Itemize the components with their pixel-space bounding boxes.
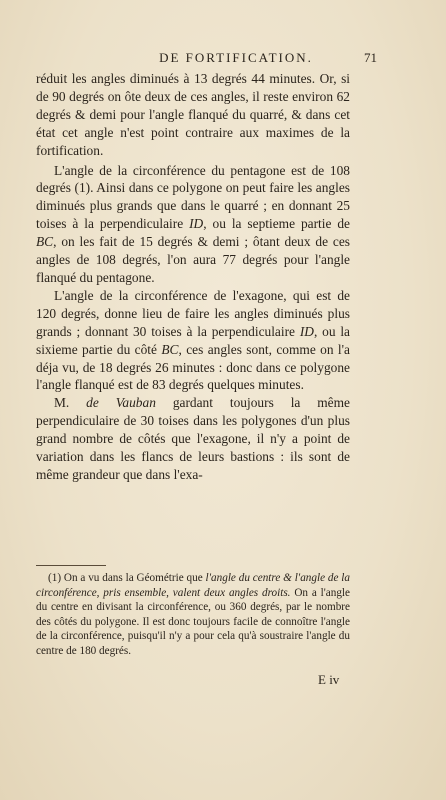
paragraph-4: M. de Vauban gardant toujours la même perpendiculaire de 30 toises dans les polygones d'un plus grand nombre de côtés que l'exagone, il n'y a point de variation dans les flancs de leurs bastions : ils sont de même grandeur que dans l'exa- bbox=[36, 395, 350, 482]
signature-mark: E iv bbox=[318, 672, 340, 687]
paragraph-2: L'angle de la circonférence du pentagone est de 108 degrés (1). Ainsi dans ce polygone on peut faire les angles diminués plus grands que dans le quarré ; en donnant 25 toises à la perpendiculaire ID, ou la septieme partie de BC, on les fait de 15 degrés & demi ; ôtant deux de ces angles de 108 degrés, l'on aura 77 degrés pour l'angle flanqué du pentagone. bbox=[36, 162, 350, 285]
paragraph-3: L'angle de la circonférence de l'exagone, qui est de 120 degrés, donne lieu de faire les angles diminués plus grands ; donnant 30 toises à la perpendiculaire ID, ou la sixieme partie du côté BC, ces angles sont, comme on l'a déja vu, de 18 degrés 26 minutes : donc dans ce polygone l'angle flanqué est de 83 degrés quelques minutes. bbox=[36, 287, 350, 393]
main-text bbox=[36, 70, 350, 484]
page-number: 71 bbox=[364, 50, 377, 65]
footnote: (1) On a vu dans la Géométrie que l'angle du centre & l'angle de la circonférence, pris ensemble, valent deux angles droits. On a l'angle du centre en divisant la circonférence, ou 360 degrés, par le nombre des côtés du polygone. Il est donc toujours facile de connoître l'angle de la circonférence, puisqu'il n'y a pour cela qu'à soustraire l'angle du centre de 180 degrés. bbox=[36, 572, 350, 657]
running-title: DE FORTIFICATION. bbox=[159, 50, 313, 65]
footnote-divider bbox=[36, 565, 106, 566]
paragraph-1: réduit les angles diminués à 13 degrés 44 minutes. Or, si de 90 degrés on ôte deux de ces angles, il reste environ 62 degrés & demi pour l'angle flanqué du quarré, & dans cet état cet angle n'est point contraire aux maximes de la fortification. bbox=[36, 71, 350, 158]
